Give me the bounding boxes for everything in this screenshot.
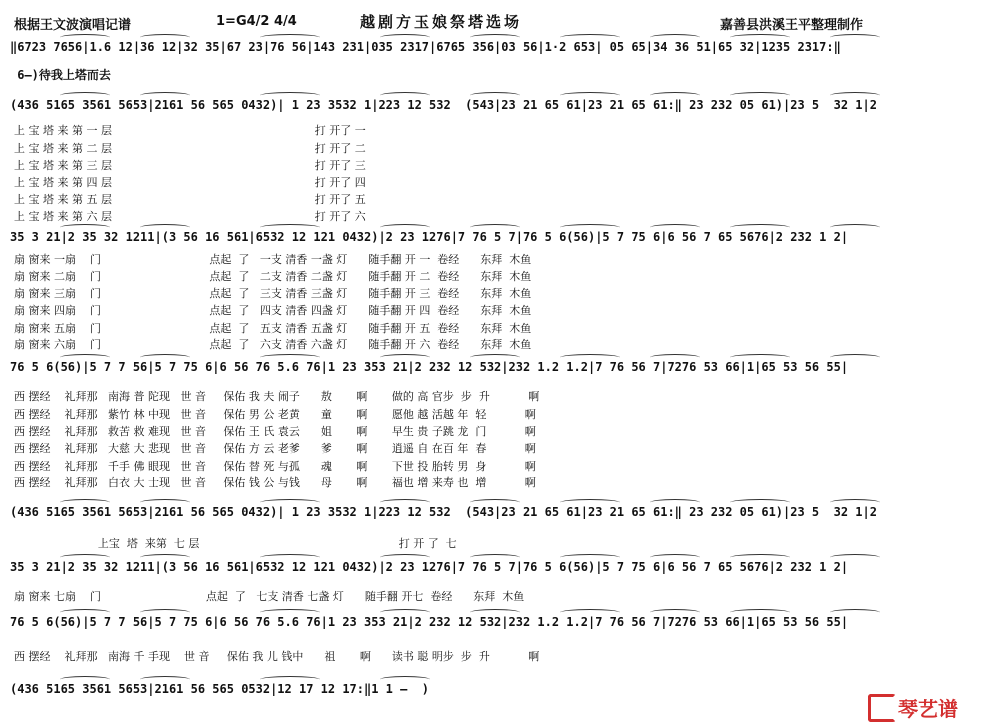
slur-mark — [730, 609, 790, 616]
logo-mark-icon — [868, 694, 896, 722]
slur-mark — [140, 499, 190, 506]
lyric-line: 上 宝 塔 来 第 六 层 打 开了 六 — [14, 210, 366, 223]
slur-mark — [560, 609, 620, 616]
notation-line: (436 5165 3561 5653|2161 56 565 0432)| 1 23 3532 1|223 12 532 (543|23 21 65 61|23 21 65 61:‖ 23 232 05 61)|23 5 32 1|2 — [10, 505, 877, 519]
notation-line: 76 5 6(56)|5 7 7 56|5 7 75 6|6 56 76 5.6 76|1 23 353 21|2 232 12 532|232 1.2 1.2|7 76 56 7|7276 53 66|1|65 53 56 55| — [10, 615, 849, 629]
slur-mark — [380, 92, 430, 99]
lyric-line: 西 摆经 礼拜那 南海 普 陀现 世 音 保佑 我 夫 闹子 敖 啊 做的 高 官步 步 升 啊 — [14, 390, 540, 403]
slur-mark — [650, 34, 700, 41]
slur-mark — [470, 224, 520, 231]
lyric-line: 西 摆经 礼拜那 大慈 大 悲现 世 音 保佑 方 云 老爹 爹 啊 逍遥 自 在百 年 春 啊 — [14, 442, 536, 455]
slur-mark — [730, 354, 790, 361]
slur-mark — [470, 499, 520, 506]
notation-line: (436 5165 3561 5653|2161 56 565 0532|12 17 12 17:‖1 1 — ) — [10, 682, 430, 696]
slur-mark — [650, 609, 700, 616]
slur-mark — [560, 92, 620, 99]
lyric-line: 扇 窗来 四扇 门 点起 了 四支 清香 四盏 灯 随手翻 开 四 卷经 东拜 木鱼 — [14, 304, 532, 317]
slur-mark — [60, 224, 110, 231]
lyric-line: 扇 窗来 三扇 门 点起 了 三支 清香 三盏 灯 随手翻 开 三 卷经 东拜 木鱼 — [14, 287, 532, 300]
slur-mark — [830, 609, 880, 616]
slur-mark — [260, 499, 320, 506]
key-time-signature: 1=G4/2 4/4 — [216, 14, 297, 29]
lyric-line: 扇 窗来 一扇 门 点起 了 一支 清香 一盏 灯 随手翻 开 一 卷经 东拜 木鱼 — [14, 253, 532, 266]
lyric-line: 西 摆经 礼拜那 救苦 救 难现 世 音 保佑 王 氏 袁云 姐 啊 早生 贵 子跳 龙 门 啊 — [14, 425, 536, 438]
slur-mark — [140, 92, 190, 99]
page-title: 越剧方玉娘祭塔选场 — [360, 13, 523, 31]
slur-mark — [650, 224, 700, 231]
lyric-line: 上宝 塔 来第 七 层 打 开 了 七 — [14, 537, 457, 550]
slur-mark — [730, 224, 790, 231]
lyric-line: 西 摆经 礼拜那 南海 千 手现 世 音 保佑 我 儿 钱中 祖 啊 读书 聪 明步 步 升 啊 — [14, 650, 540, 663]
slur-mark — [380, 224, 430, 231]
slur-mark — [470, 609, 520, 616]
slur-mark — [650, 354, 700, 361]
slur-mark — [470, 554, 520, 561]
slur-mark — [380, 499, 430, 506]
lyric-line: 扇 窗来 七扇 门 点起 了 七支 清香 七盏 灯 随手翻 开七 卷经 东拜 木鱼 — [14, 590, 525, 603]
slur-mark — [60, 499, 110, 506]
lyric-line: 上 宝 塔 来 第 一 层 打 开了 一 — [14, 124, 366, 137]
slur-mark — [260, 224, 320, 231]
logo-text: 琴艺谱 — [898, 697, 958, 721]
slur-mark — [730, 34, 790, 41]
slur-mark — [260, 554, 320, 561]
slur-mark — [730, 92, 790, 99]
slur-mark — [260, 354, 320, 361]
source-note: 根据王文波演唱记谱 — [14, 18, 132, 33]
slur-mark — [380, 554, 430, 561]
lyric-line: 上 宝 塔 来 第 三 层 打 开了 三 — [14, 159, 366, 172]
slur-mark — [140, 676, 190, 683]
slur-mark — [260, 92, 320, 99]
slur-mark — [730, 554, 790, 561]
slur-mark — [560, 499, 620, 506]
slur-mark — [60, 609, 110, 616]
slur-mark — [140, 609, 190, 616]
slur-mark — [140, 554, 190, 561]
lyric-line: 西 摆经 礼拜那 紫竹 林 中现 世 音 保佑 男 公 老黄 童 啊 愿他 越 活越 年 轻 啊 — [14, 408, 536, 421]
slur-mark — [380, 676, 430, 683]
slur-mark — [650, 554, 700, 561]
notation-line: 6—)待我上塔而去 — [10, 68, 111, 82]
slur-mark — [650, 92, 700, 99]
slur-mark — [60, 34, 110, 41]
slur-mark — [830, 354, 880, 361]
slur-mark — [830, 224, 880, 231]
slur-mark — [560, 34, 620, 41]
slur-mark — [830, 34, 880, 41]
lyric-line: 西 摆经 礼拜那 千手 佛 眼现 世 音 保佑 替 死 与孤 魂 啊 下世 投 胎转 男 身 啊 — [14, 460, 536, 473]
lyric-line: 扇 窗来 六扇 门 点起 了 六支 清香 六盏 灯 随手翻 开 六 卷经 东拜 木鱼 — [14, 338, 532, 351]
slur-mark — [830, 499, 880, 506]
notation-line: ‖6723 7656|1.6 12|36 12|32 35|67 23|76 56|143 231|035 2317|6765 356|03 56|1·2 653| 05 65|34 36 51|65 32|1235 2317:‖ — [10, 40, 841, 54]
slur-mark — [260, 676, 320, 683]
slur-mark — [140, 34, 190, 41]
lyric-line: 西 摆经 礼拜那 白衣 大 士现 世 音 保佑 钱 公 与钱 母 啊 福也 增 来寿 也 增 啊 — [14, 476, 536, 489]
notation-line: 35 3 21|2 35 32 1211|(3 56 16 561|6532 12 121 0432)|2 23 1276|7 76 5 7|76 5 6(56)|5 7 75 6|6 56 7 65 5676|2 232 1 2| — [10, 560, 849, 574]
slur-mark — [560, 354, 620, 361]
slur-mark — [380, 354, 430, 361]
lyric-line: 扇 窗来 五扇 门 点起 了 五支 清香 五盏 灯 随手翻 开 五 卷经 东拜 木鱼 — [14, 322, 532, 335]
slur-mark — [560, 224, 620, 231]
slur-mark — [470, 92, 520, 99]
slur-mark — [60, 92, 110, 99]
lyric-line: 扇 窗来 二扇 门 点起 了 二支 清香 二盏 灯 随手翻 开 二 卷经 东拜 木鱼 — [14, 270, 532, 283]
notation-line: 76 5 6(56)|5 7 7 56|5 7 75 6|6 56 76 5.6 76|1 23 353 21|2 232 12 532|232 1.2 1.2|7 76 56 7|7276 53 66|1|65 53 56 55| — [10, 360, 849, 374]
notation-line: 35 3 21|2 35 32 1211|(3 56 16 561|6532 12 121 0432)|2 23 1276|7 76 5 7|76 5 6(56)|5 7 75 6|6 56 7 65 5676|2 232 1 2| — [10, 230, 849, 244]
slur-mark — [140, 354, 190, 361]
slur-mark — [380, 609, 430, 616]
slur-mark — [60, 554, 110, 561]
notation-line: (436 5165 3561 5653|2161 56 565 0432)| 1 23 3532 1|223 12 532 (543|23 21 65 61|23 21 65 61:‖ 23 232 05 61)|23 5 32 1|2 — [10, 98, 877, 112]
slur-mark — [730, 499, 790, 506]
lyric-line: 上 宝 塔 来 第 四 层 打 开了 四 — [14, 176, 366, 189]
site-logo — [868, 692, 980, 720]
slur-mark — [560, 554, 620, 561]
slur-mark — [260, 34, 320, 41]
slur-mark — [380, 34, 430, 41]
slur-mark — [830, 554, 880, 561]
lyric-line: 上 宝 塔 来 第 五 层 打 开了 五 — [14, 193, 366, 206]
slur-mark — [650, 499, 700, 506]
slur-mark — [140, 224, 190, 231]
slur-mark — [470, 34, 520, 41]
slur-mark — [470, 354, 520, 361]
slur-mark — [60, 676, 110, 683]
slur-mark — [60, 354, 110, 361]
slur-mark — [830, 92, 880, 99]
slur-mark — [260, 609, 320, 616]
lyric-line: 上 宝 塔 来 第 二 层 打 开了 二 — [14, 142, 366, 155]
producer-credit: 嘉善县洪溪王平整理制作 — [720, 18, 864, 33]
